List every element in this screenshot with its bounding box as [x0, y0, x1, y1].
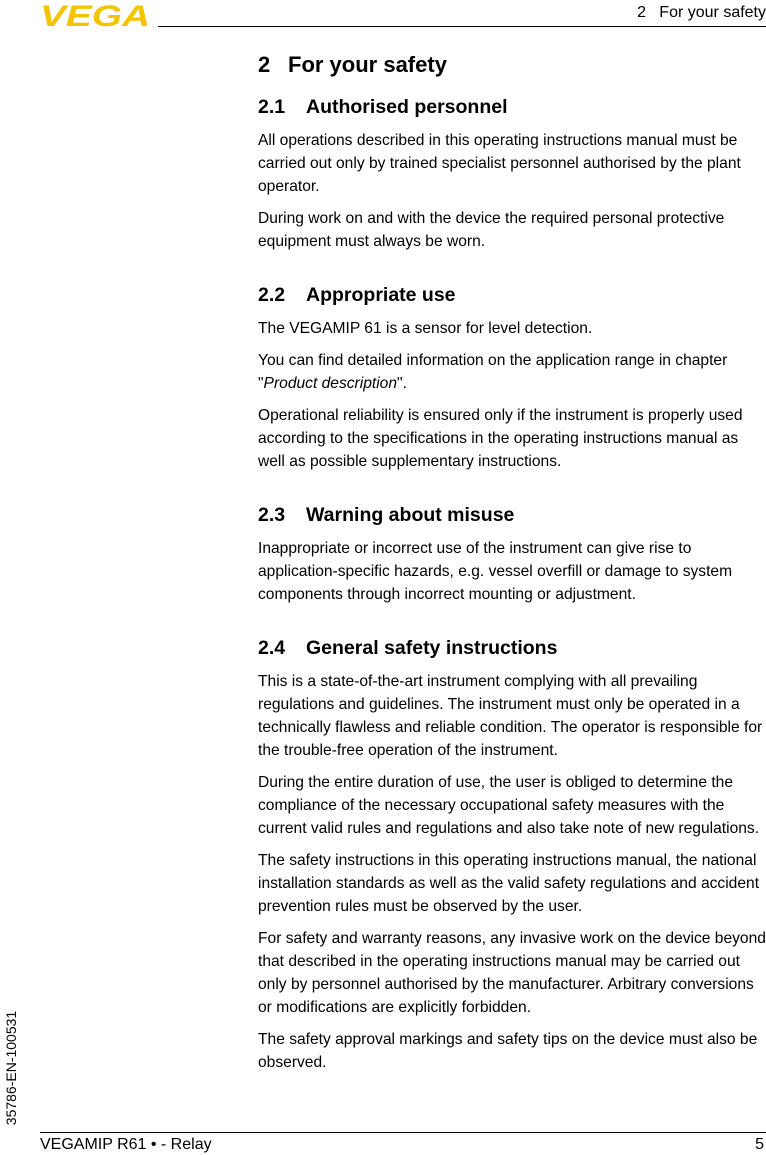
vega-logo: [40, 2, 152, 28]
document-id: 35786-EN-100531: [3, 1010, 19, 1126]
chapter-reference-link: Product description: [263, 375, 398, 392]
paragraph: Inappropriate or incorrect use of the instrument can give rise to application-specific hazards, e.g. vessel overfill or damage to system components through incorrect mounting or adjustment.: [258, 540, 733, 603]
section-appropriate-use: [258, 284, 766, 473]
section-authorised-personnel: [258, 96, 766, 253]
footer-rule: [40, 1132, 766, 1133]
section-heading: 2.1 Authorised personnel: [258, 96, 508, 118]
section-heading: 2.2 Appropriate use: [258, 284, 456, 306]
header-section-title: 2 For your safety: [637, 4, 766, 21]
section-general-safety: [258, 637, 766, 1074]
footer-product: VEGAMIP R61 • - Relay: [40, 1136, 212, 1153]
paragraph: For safety and warranty reasons, any invasive work on the device beyond that described in the operating instructions manual may be carried out only by personnel authorised by the manufacturer. Arbitrary conversions or modifications are explicitly forbidden.: [258, 930, 766, 1016]
page-content: [258, 50, 766, 1105]
paragraph: All operations described in this operating instructions manual must be carried out only by trained specialist personnel authorised by the plant operator.: [258, 132, 741, 195]
paragraph: During work on and with the device the required personal protective equipment must always be worn.: [258, 210, 725, 250]
paragraph: Operational reliability is ensured only if the instrument is properly used according to the specifications in the operating instructions manual as well as possible supplementary instructions.: [258, 407, 743, 470]
paragraph: During the entire duration of use, the user is obliged to determine the compliance of the necessary occupational safety measures with the current valid rules and regulations and also take note of new regulations.: [258, 774, 760, 837]
paragraph: The safety approval markings and safety tips on the device must also be observed.: [258, 1031, 758, 1071]
paragraph: This is a state-of-the-art instrument complying with all prevailing regulations and guidelines. The instrument must only be operated in a technically flawless and reliable condition. The operator is responsible for the trouble-free operation of the instrument.: [258, 673, 763, 759]
header-rule: [158, 26, 766, 27]
section-heading: 2.4 General safety instructions: [258, 637, 558, 659]
section-heading: 2.3 Warning about misuse: [258, 504, 515, 526]
chapter-title: 2 For your safety: [258, 52, 447, 77]
section-warning-misuse: [258, 504, 766, 606]
paragraph-chapter-reference: You can find detailed information on the application range in chapter "Product description".: [258, 352, 728, 392]
page-number: 5: [755, 1136, 764, 1153]
paragraph: The safety instructions in this operating instructions manual, the national installation standards as well as the valid safety regulations and accident prevention rules must be observed by the user.: [258, 852, 760, 915]
paragraph: The VEGAMIP 61 is a sensor for level detection.: [258, 320, 593, 337]
svg-text:VEGA: VEGA: [40, 2, 150, 28]
